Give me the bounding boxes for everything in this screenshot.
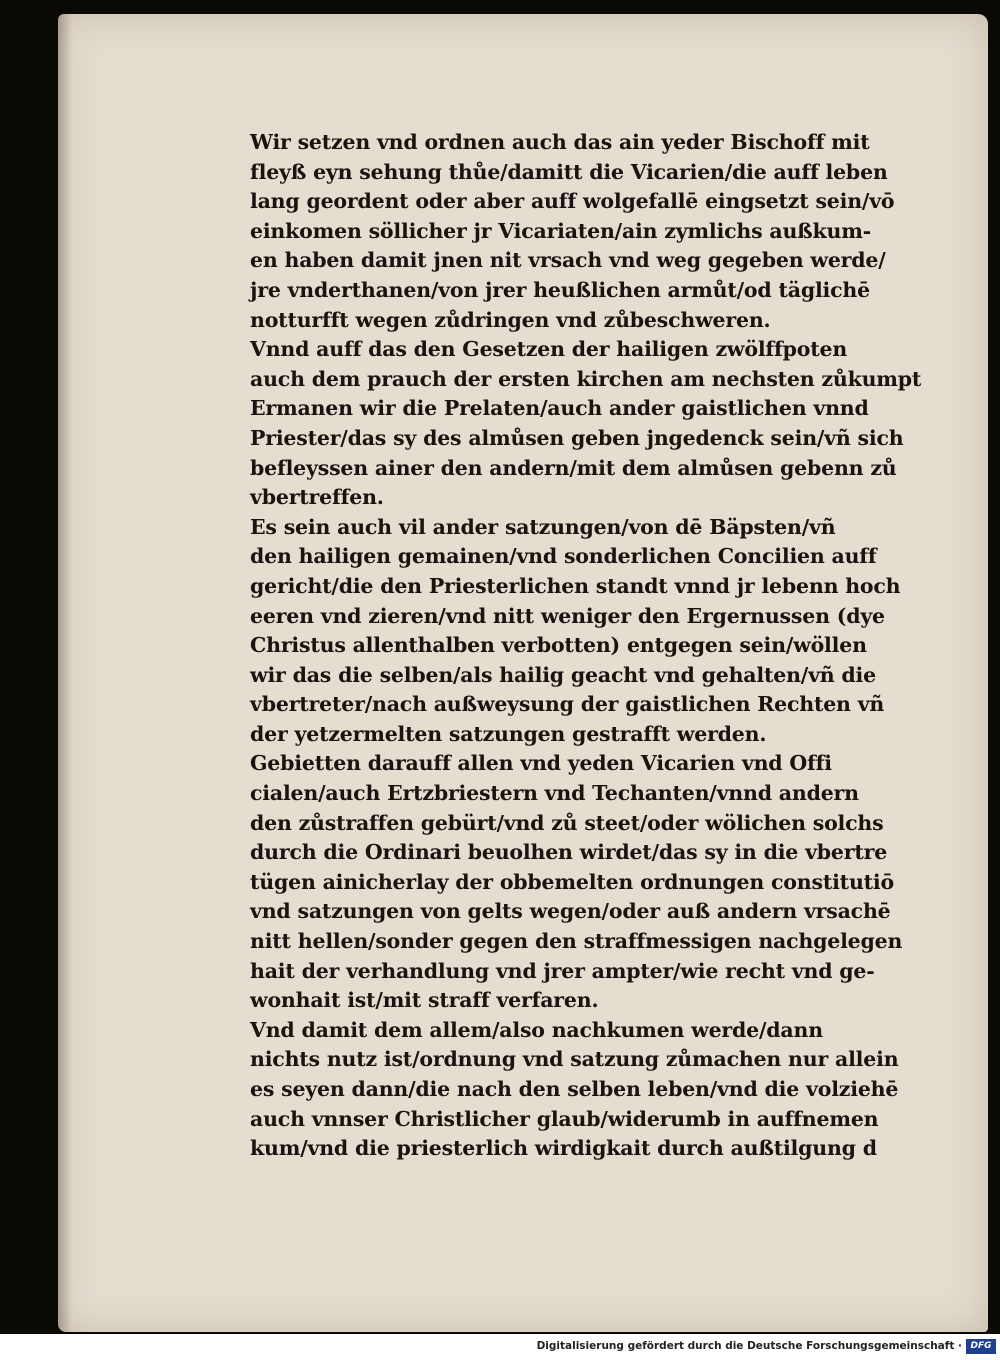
text-line: Gebietten darauff allen vnd yeden Vicarien vnd Offi [250,751,832,776]
text-line: cialen/auch Ertzbriestern vnd Techanten/vnnd andern [250,781,859,806]
funding-credit: Digitalisierung gefördert durch die Deutsche Forschungsgemeinschaft · [536,1340,962,1352]
scanned-page [58,14,988,1332]
text-line: Christus allenthalben verbotten) entgegen sein/wöllen [250,633,867,658]
text-line: auch vnnser Christlicher glaub/widerumb in auffnemen [250,1106,879,1131]
text-line: den hailigen gemainen/vnd sonderlichen Concilien auff [250,544,877,569]
text-line: wonhait ist/mit straff verfaren. [250,988,599,1013]
text-line: durch die Ordinari beuolhen wirdet/das sy in die vbertre [250,840,888,865]
text-line: en haben damit jnen nit vrsach vnd weg gegeben werde/ [250,248,886,273]
footer-bar [0,1334,1000,1360]
text-line: vbertreffen. [250,485,384,510]
text-line: tügen ainicherlay der obbemelten ordnungen constitutiō [250,869,894,894]
page-edge-shadow [58,14,72,1332]
text-line: es seyen dann/die nach den selben leben/vnd die volziehē [250,1077,899,1101]
text-line: Wir setzen vnd ordnen auch das ain yeder Bischoff mit [250,130,870,154]
text-line: jre vnderthanen/von jrer heußlichen armůt/od täglichē [250,277,870,302]
text-block [250,128,970,1164]
text-line: eeren vnd zieren/vnd nitt weniger den Ergernussen (dye [250,603,885,628]
text-line: vbertreter/nach außweysung der gaistlichen Rechten vñ [250,692,885,717]
text-line: Es sein auch vil ander satzungen/von dē Bäpsten/vñ [250,514,836,539]
text-line: Priester/das sy des almůsen geben jngedenck sein/vñ sich [250,425,904,450]
dfg-logo: DFG [966,1339,996,1354]
text-line: kum/vnd die priesterlich wirdigkait durch außtilgung d [250,1136,877,1161]
text-line: notturfft wegen zůdringen vnd zůbeschweren. [250,307,771,332]
text-line: einkomen söllicher jr Vicariaten/ain zymlichs außkum- [250,218,872,243]
text-line: Ermanen wir die Prelaten/auch ander gaistlichen vnnd [250,396,869,421]
text-line: nitt hellen/sonder gegen den straffmessigen nachgelegen [250,929,903,954]
text-line: Vnd damit dem allem/also nachkumen werde/dann [250,1017,823,1042]
text-line: auch dem prauch der ersten kirchen am nechsten zůkumpt [250,366,922,391]
text-line: lang geordent oder aber auff wolgefallē eingsetzt sein/vō [250,189,895,214]
text-line: wir das die selben/als hailig geacht vnd gehalten/vñ die [250,662,876,687]
text-line: vnd satzungen von gelts wegen/oder auß andern vrsachē [250,899,891,924]
text-line: nichts nutz ist/ordnung vnd satzung zůmachen nur allein [250,1047,899,1072]
text-line: Vnnd auff das den Gesetzen der hailigen zwölffpoten [250,337,848,362]
text-line: fleyß eyn sehung thůe/damitt die Vicarien/die auff leben [250,159,888,184]
text-line: der yetzermelten satzungen gestrafft werden. [250,721,767,746]
text-line: den zůstraffen gebürt/vnd zů steet/oder wölichen solchs [250,810,884,835]
text-line: befleyssen ainer den andern/mit dem almůsen gebenn zů [250,455,897,480]
text-line: hait der verhandlung vnd jrer ampter/wie recht vnd ge- [250,958,875,983]
text-line: gericht/die den Priesterlichen standt vnnd jr lebenn hoch [250,573,901,598]
